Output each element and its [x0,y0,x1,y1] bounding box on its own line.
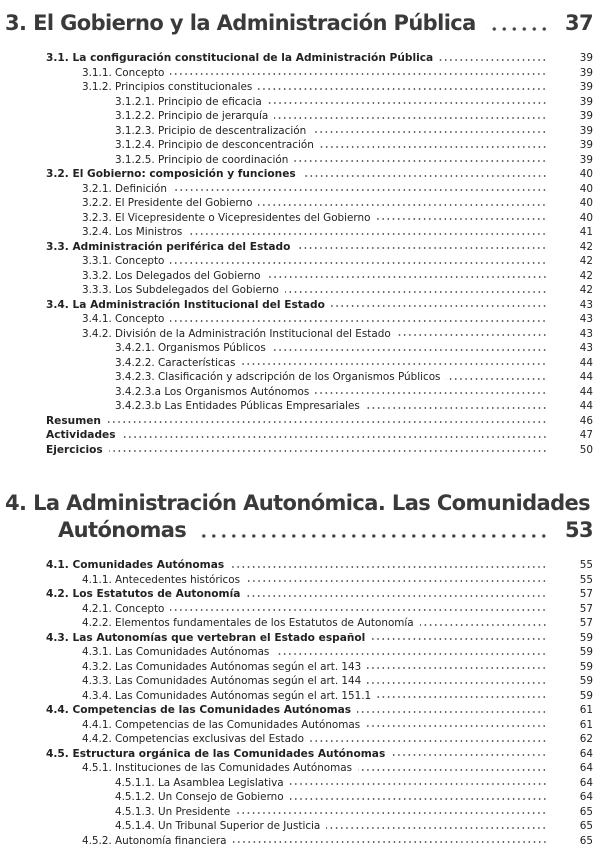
dot-leader [331,305,547,307]
toc-entry-page: 39 [579,153,593,166]
toc-entry-page: 42 [579,284,593,296]
toc-entry-label: 4.5.2. Autonomía financiera [82,834,227,847]
dot-leader [366,407,547,409]
toc-entry[interactable] [0,573,600,588]
dot-leader [367,682,547,684]
toc-entry-page: 42 [579,240,593,253]
toc-entry-label: 4.2. Los Estatutos de Autonomía [46,588,241,600]
toc-entry-page: 43 [579,313,593,325]
dot-leader [439,59,547,61]
toc-entry[interactable] [0,95,600,110]
toc-entry[interactable] [0,283,600,298]
toc-entry[interactable] [0,167,600,182]
dot-leader [294,160,547,162]
dot-leader [188,233,547,235]
toc-entry-label: 4.2.2. Elementos fundamentales de los Estatutos de Autonomía [82,617,414,629]
dot-leader [170,609,547,611]
dot-leader [267,276,547,278]
toc-entry-label: 3.4. La Administración Institucional del Estado [46,298,325,311]
toc-entry-page: 62 [579,733,593,745]
toc-entry[interactable] [0,327,600,342]
toc-entry[interactable] [0,269,600,284]
chapter-title-continued: Autónomas [58,518,187,542]
toc-entry-label: 3.3.1. Concepto [82,255,165,267]
toc-entry-label: 4.4.2. Competencias exclusivas del Estado [82,733,304,745]
chapter-3-entries [0,51,600,457]
dot-leader [420,624,547,626]
toc-entry-page: 39 [579,95,593,108]
toc-entry[interactable] [0,298,600,313]
dot-leader [358,769,547,771]
toc-entry-page: 65 [579,805,593,818]
toc-entry-page: 55 [579,559,593,571]
toc-entry[interactable] [0,443,600,458]
toc-entry[interactable] [0,182,600,197]
toc-entry[interactable] [0,428,600,443]
toc-entry[interactable] [0,356,600,371]
dot-leader [170,73,547,75]
toc-entry-label: 3.4.2. División de la Administración Institucional del Estado [82,327,391,340]
toc-entry-page: 57 [579,617,593,629]
toc-entry[interactable] [0,558,600,573]
toc-entry[interactable] [0,51,600,66]
toc-entry-page: 64 [579,747,593,760]
toc-entry-page: 59 [579,631,593,644]
dot-leader [170,320,547,322]
toc-entry-label: 3.3.2. Los Delegados del Gobierno [82,269,261,282]
dot-leader [397,334,547,336]
toc-entry-page: 47 [579,429,593,441]
dot-leader [285,291,547,293]
toc-entry-page: 46 [579,414,593,427]
toc-entry-page: 43 [579,327,593,340]
toc-entry[interactable] [0,819,600,834]
toc-entry[interactable] [0,414,600,429]
dot-leader [272,349,547,351]
toc-entry-label: 4.1.1. Antecedentes históricos [82,573,241,586]
toc-entry-label: 3.2. El Gobierno: composición y funciones [46,168,296,180]
dot-leader [302,175,547,177]
toc-entry-label: 4.5.1.1. La Asamblea Legislativa [115,776,284,789]
toc-entry-page: 64 [579,762,593,774]
toc-entry-page: 39 [579,110,593,122]
toc-entry[interactable] [0,240,600,255]
toc-entry-label: 4.3.2. Las Comunidades Autónomas según el art. 143 [82,660,362,673]
toc-entry[interactable] [0,776,600,791]
chapter-title: 4. La Administración Autonómica. Las Comunidades [5,491,591,515]
toc-entry-label: 3.1.2.2. Principio de jerarquía [115,110,269,122]
toc-entry[interactable] [0,718,600,733]
toc-entry-page: 59 [579,646,593,658]
toc-entry-page: 57 [579,602,593,615]
toc-entry-label: 3.4.2.1. Organismos Públicos [115,342,266,354]
toc-entry-label: 4.3. Las Autonomías que vertebran el Estado español [46,631,366,644]
dot-leader [258,88,547,90]
toc-entry-page: 39 [579,124,593,137]
toc-entry-label: 4.5.1.2. Un Consejo de Gobierno [115,791,284,803]
toc-entry-label: 4.3.1. Las Comunidades Autónomas [82,646,270,658]
toc-entry-page: 39 [579,66,593,79]
toc-entry[interactable] [0,196,600,211]
toc-entry[interactable] [0,385,600,400]
toc-entry-page: 39 [579,139,593,151]
dot-leader [173,189,547,191]
chapter-page-number: 53 [564,518,593,542]
toc-entry-label: 3.1. La configuración constitucional de la Administración Pública [46,52,434,64]
dot-leader [275,653,547,655]
toc-entry[interactable] [0,660,600,675]
toc-entry-page: 43 [579,342,593,354]
toc-entry-page: 40 [579,168,593,180]
toc-entry-label: 4.5.1. Instituciones de las Comunidades Autónomas [82,762,353,774]
toc-entry[interactable] [0,834,600,849]
toc-entry[interactable] [0,211,600,226]
toc-entry-page: 64 [579,791,593,803]
dot-leader [109,450,547,452]
dot-leader [312,131,547,133]
toc-entry-label: 3.2.3. El Vicepresidente o Vicepresidentes del Gobierno [82,211,371,224]
toc-entry-label: 3.1.2. Principios constitucionales [82,81,253,93]
dot-leader [377,696,547,698]
toc-entry-page: 42 [579,269,593,282]
dot-leader [357,711,547,713]
toc-entry-label: 4.3.4. Las Comunidades Autónomas según el art. 151.1 [82,689,372,702]
toc-entry[interactable] [0,138,600,153]
toc-entry[interactable] [0,225,600,240]
toc-entry-label: 4.5.1.4. Un Tribunal Superior de Justicia [115,820,321,832]
toc-entry-page: 61 [579,718,593,731]
toc-entry-label: 3.1.2.3. Pricipio de descentralización [115,124,307,137]
toc-entry[interactable] [0,254,600,269]
dot-leader [315,392,547,394]
dot-leader [486,27,549,31]
toc-entry-page: 41 [579,226,593,238]
toc-entry[interactable] [0,761,600,776]
toc-entry-page: 40 [579,182,593,195]
toc-entry-page: 61 [579,704,593,716]
toc-entry-label: 3.4.2.3.a Los Organismos Autónomos [115,385,310,398]
dot-leader [367,667,547,669]
toc-entry-page: 59 [579,689,593,702]
toc-entry[interactable] [0,674,600,689]
toc-entry[interactable] [0,703,600,718]
toc-entry-page: 40 [579,211,593,224]
toc-entry-page: 43 [579,298,593,311]
toc-entry-page: 44 [579,371,593,383]
dot-leader [236,812,547,814]
dot-leader [196,534,549,538]
dot-leader [107,421,547,423]
toc-entry-page: 40 [579,197,593,209]
toc-entry[interactable] [0,66,600,81]
toc-entry-page: 50 [579,443,593,456]
dot-leader [290,798,547,800]
dot-leader [326,827,547,829]
dot-leader [320,146,547,148]
dot-leader [376,218,547,220]
toc-entry[interactable] [0,616,600,631]
toc-entry-label: 3.2.4. Los Ministros [82,226,183,238]
dot-leader [310,740,547,742]
dot-leader [170,262,547,264]
toc-entry-label: 3.4.1. Concepto [82,313,165,325]
toc-entry[interactable] [0,732,600,747]
toc-entry-label: 3.2.2. El Presidente del Gobierno [82,197,253,209]
chapter-4-entries [0,558,600,848]
toc-entry-page: 64 [579,776,593,789]
toc-entry-page: 59 [579,675,593,687]
toc-entry-label: Ejercicios [46,443,103,456]
dot-leader [274,117,547,119]
dot-leader [246,595,547,597]
toc-entry[interactable] [0,805,600,820]
dot-leader [366,725,547,727]
toc-entry[interactable] [0,312,600,327]
toc-entry-label: 3.4.2.3.b Las Entidades Públicas Empresariales [115,400,360,412]
toc-entry-label: 3.1.2.4. Principio de desconcentración [115,139,314,151]
toc-entry-label: 3.3. Administración periférica del Estado [46,240,291,253]
toc-entry-label: 3.4.2.2. Características [115,356,236,369]
dot-leader [230,566,547,568]
toc-entry[interactable] [0,80,600,95]
toc-entry[interactable] [0,790,600,805]
toc-entry-label: 3.3.3. Los Subdelegados del Gobierno [82,284,279,296]
dot-leader [241,363,547,365]
dot-leader [296,247,547,249]
toc-entry-label: 4.5. Estructura orgánica de las Comunidades Autónomas [46,747,386,760]
toc-entry-label: Resumen [46,414,101,427]
toc-entry[interactable] [0,153,600,168]
toc-entry-page: 44 [579,400,593,412]
toc-entry-label: 4.4. Competencias de las Comunidades Autónomas [46,704,352,716]
toc-entry-label: 4.1. Comunidades Autónomas [46,559,225,571]
toc-entry[interactable] [0,399,600,414]
dot-leader [233,841,547,843]
dot-leader [122,436,547,438]
toc-entry-label: 4.4.1. Competencias de las Comunidades Autónomas [82,718,361,731]
toc-entry[interactable] [0,602,600,617]
toc-entry-page: 42 [579,255,593,267]
toc-entry-page: 39 [579,81,593,93]
toc-entry-label: 3.1.2.5. Principio de coordinación [115,153,289,166]
dot-leader [446,378,547,380]
toc-entry[interactable] [0,747,600,762]
toc-entry[interactable] [0,370,600,385]
toc-entry-page: 59 [579,660,593,673]
chapter-4-heading[interactable] [5,491,593,545]
toc-entry-label: 3.4.2.3. Clasificación y adscripción de los Organismos Públicos [115,371,441,383]
toc-entry[interactable] [0,341,600,356]
toc-entry-page: 44 [579,385,593,398]
dot-leader [290,783,547,785]
dot-leader [371,638,547,640]
chapter-title: 3. El Gobierno y la Administración Pública [5,11,476,35]
toc-entry-page: 39 [579,52,593,64]
toc-entry-label: 4.5.1.3. Un Presidente [115,805,231,818]
toc-entry[interactable] [0,631,600,646]
toc-entry[interactable] [0,109,600,124]
toc-entry-label: 3.2.1. Definición [82,182,167,195]
toc-entry[interactable] [0,124,600,139]
dot-leader [246,580,547,582]
dot-leader [391,754,547,756]
toc-entry-page: 55 [579,573,593,586]
toc-entry-page: 57 [579,588,593,600]
toc-entry-label: Actividades [46,429,116,441]
toc-entry-label: 4.2.1. Concepto [82,602,165,615]
chapter-3-heading[interactable] [5,11,593,38]
toc-entry-label: 4.3.3. Las Comunidades Autónomas según el art. 144 [82,675,362,687]
toc-entry-label: 3.1.2.1. Principio de eficacia [115,95,262,108]
toc-entry[interactable] [0,645,600,660]
dot-leader [268,102,547,104]
toc-entry-page: 65 [579,820,593,832]
dot-leader [258,204,547,206]
toc-entry[interactable] [0,587,600,602]
chapter-page-number: 37 [564,11,593,35]
toc-entry-page: 44 [579,356,593,369]
toc-entry[interactable] [0,689,600,704]
toc-entry-label: 3.1.1. Concepto [82,66,165,79]
toc-entry-page: 65 [579,834,593,847]
